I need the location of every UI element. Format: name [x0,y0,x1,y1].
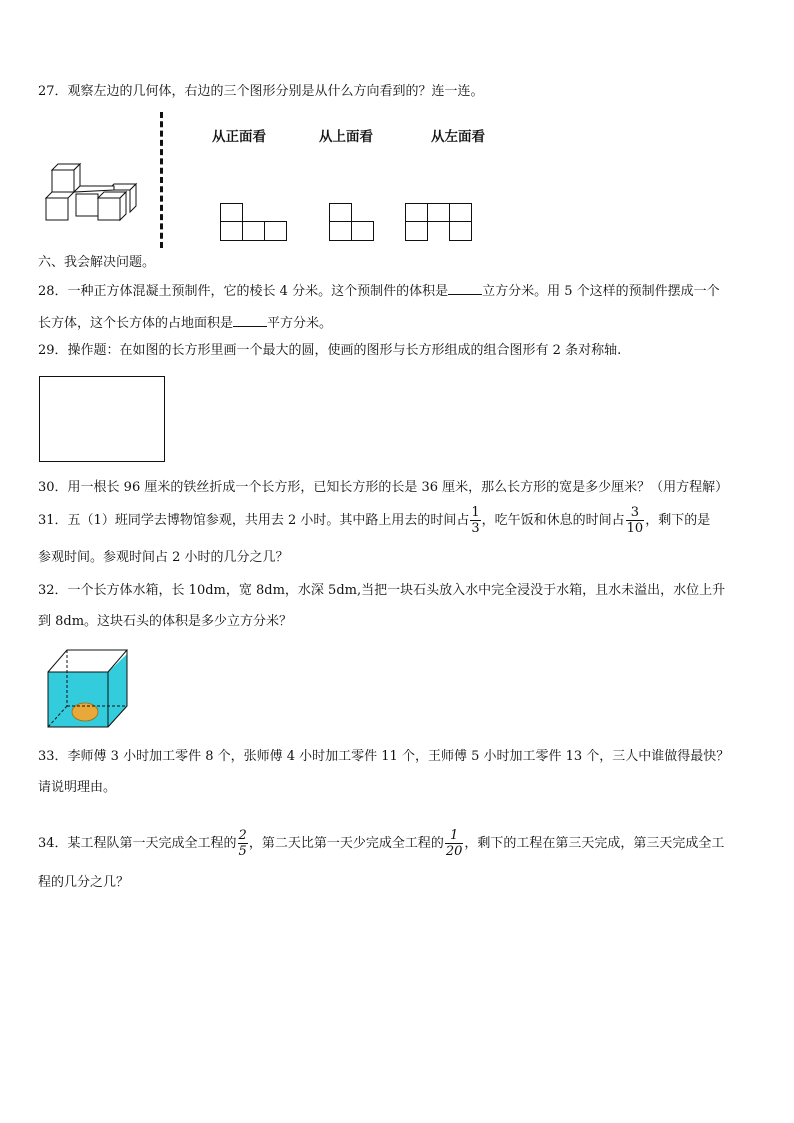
q28-text-d: 平方分米。 [267,316,333,331]
fraction-one-third: $\frac{1}{3}$ [471,505,480,536]
q31-text-b: ，吃午饭和休息的时间占 [481,513,625,528]
view-label-left: 从左面看 [431,129,485,145]
q34-text-b: ，第二天比第一天少完成全工程的 [248,836,444,851]
section-title: 六、我会解决问题。 [38,255,156,270]
q34-line2: 程的几分之几？ [38,875,130,890]
view-grid-1 [220,203,290,243]
q28-text-c: 长方体，这个长方体的占地面积是 [38,316,234,331]
q31-line1 [38,505,710,537]
q32-line2: 到 8dm。这块石头的体积是多少立方分米？ [38,614,293,629]
fraction-two-fifths: $\frac{2}{5}$ [238,828,247,859]
view-label-front: 从正面看 [212,129,266,145]
answer-blank[interactable] [448,280,482,295]
q31-text-a: 31．五（1）班同学去博物馆参观，共用去 2 小时。其中路上用去的时间占 [38,513,470,528]
view-grid-3 [405,203,475,243]
q27-text: 27．观察左边的几何体，右边的三个图形分别是从什么方向看到的？连一连。 [38,84,484,99]
q30-text: 30．用一根长 96 厘米的铁丝折成一个长方形，已知长方形的长是 36 厘米，那么长方形的宽是多少厘米？（用方程解） [38,480,729,495]
fraction-one-twentieth: $\frac{1}{20}$ [445,828,463,859]
q28-line2 [38,312,332,333]
cube-solid-figure [40,168,140,228]
q32-line1: 32．一个长方体水箱，长 10dm，宽 8dm，水深 5dm,当把一块石头放入水中完全浸没于水箱，且水未溢出，水位上升 [38,583,726,598]
q29-text: 29．操作题：在如图的长方形里画一个最大的圆，使画的图形与长方形组成的组合图形有 2 条对称轴. [38,343,622,358]
answer-blank[interactable] [233,312,267,327]
q28-text-b: 立方分米。用 5 个这样的预制件摆成一个 [482,284,720,299]
view-label-top: 从上面看 [319,129,373,145]
q34-text-a: 34．某工程队第一天完成全工程的 [38,836,237,851]
rectangle-figure [39,376,165,462]
q31-text-c: ，剩下的是 [645,513,711,528]
q34-text-c: ，剩下的工程在第三天完成，第三天完成全工 [464,836,725,851]
water-tank-figure [47,648,137,733]
dashed-divider [160,112,163,248]
q34-line1 [38,824,724,864]
view-grid-2 [329,203,379,243]
q28-line1 [38,280,720,301]
q31-line2: 参观时间。参观时间占 2 小时的几分之几？ [38,550,289,565]
fraction-three-tenths: $\frac{3}{10}$ [626,505,644,536]
q33-line2: 请说明理由。 [38,780,117,795]
q33-line1: 33．李师傅 3 小时加工零件 8 个，张师傅 4 小时加工零件 11 个，王师傅 5 小时加工零件 13 个，三人中谁做得最快？ [38,749,730,764]
q28-text-a: 28．一种正方体混凝土预制件，它的棱长 4 分米。这个预制件的体积是 [38,284,449,299]
